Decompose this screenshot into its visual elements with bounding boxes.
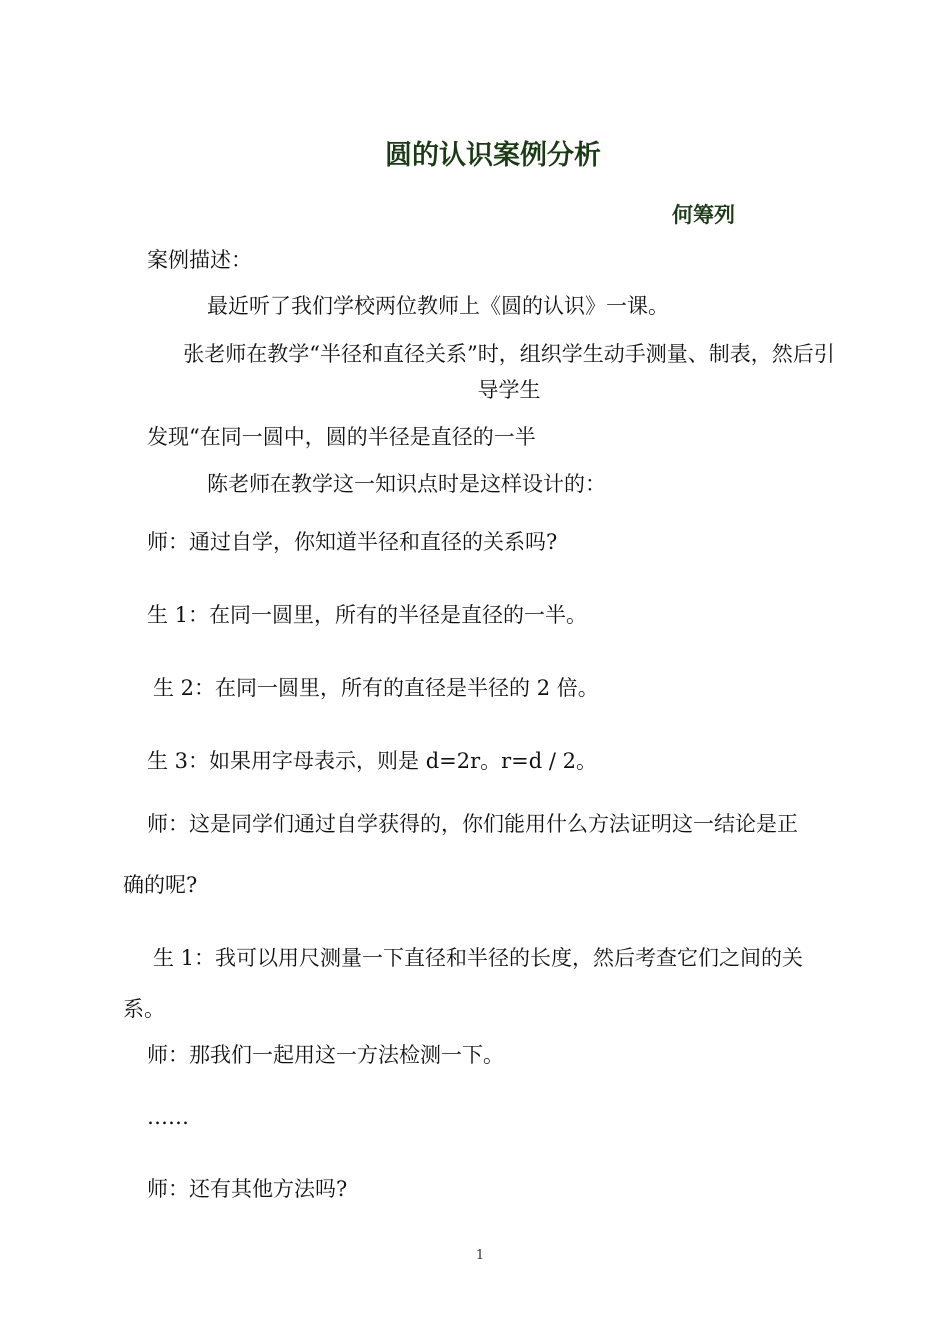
paragraph-teacher-check: 师：那我们一起用这一方法检测一下。 [147,1043,504,1067]
paragraph-teacher-prove-cont: 确的呢? [123,873,198,897]
paragraph-teacher-prove: 师：这是同学们通过自学获得的，你们能用什么方法证明这一结论是正 [147,812,798,836]
paragraph-student-1-method: 生 1：我可以用尺测量一下直径和半径的长度，然后考查它们之间的关 [153,946,804,970]
page-number: 1 [475,1248,485,1263]
paragraph-student-2: 生 2：在同一圆里，所有的直径是半径的 2 倍。 [153,676,599,700]
paragraph-discover: 发现“在同一圆中，圆的半径是直径的一半 [147,425,536,449]
paragraph-teacher-other: 师：还有其他方法吗? [147,1177,348,1201]
paragraph-student-1-method-cont: 系。 [123,997,165,1021]
document-title: 圆的认识案例分析 [385,140,601,171]
document-author: 何筹列 [672,203,735,227]
paragraph-student-1: 生 1：在同一圆里，所有的半径是直径的一半。 [147,603,588,627]
paragraph-case-description: 案例描述： [147,248,252,272]
paragraph-student-3: 生 3：如果用字母表示，则是 d=2r。r=d / 2。 [147,749,598,773]
paragraph-intro: 最近听了我们学校两位教师上《圆的认识》一课。 [207,294,669,318]
paragraph-ellipsis: …… [147,1105,189,1129]
paragraph-teacher-chen: 陈老师在教学这一知识点时是这样设计的： [207,472,606,496]
paragraph-teacher-question: 师：通过自学，你知道半径和直径的关系吗? [147,530,558,554]
paragraph-teacher-zhang: 张老师在教学“半径和直径关系”时，组织学生动手测量、制表，然后引导学生 [183,342,835,402]
